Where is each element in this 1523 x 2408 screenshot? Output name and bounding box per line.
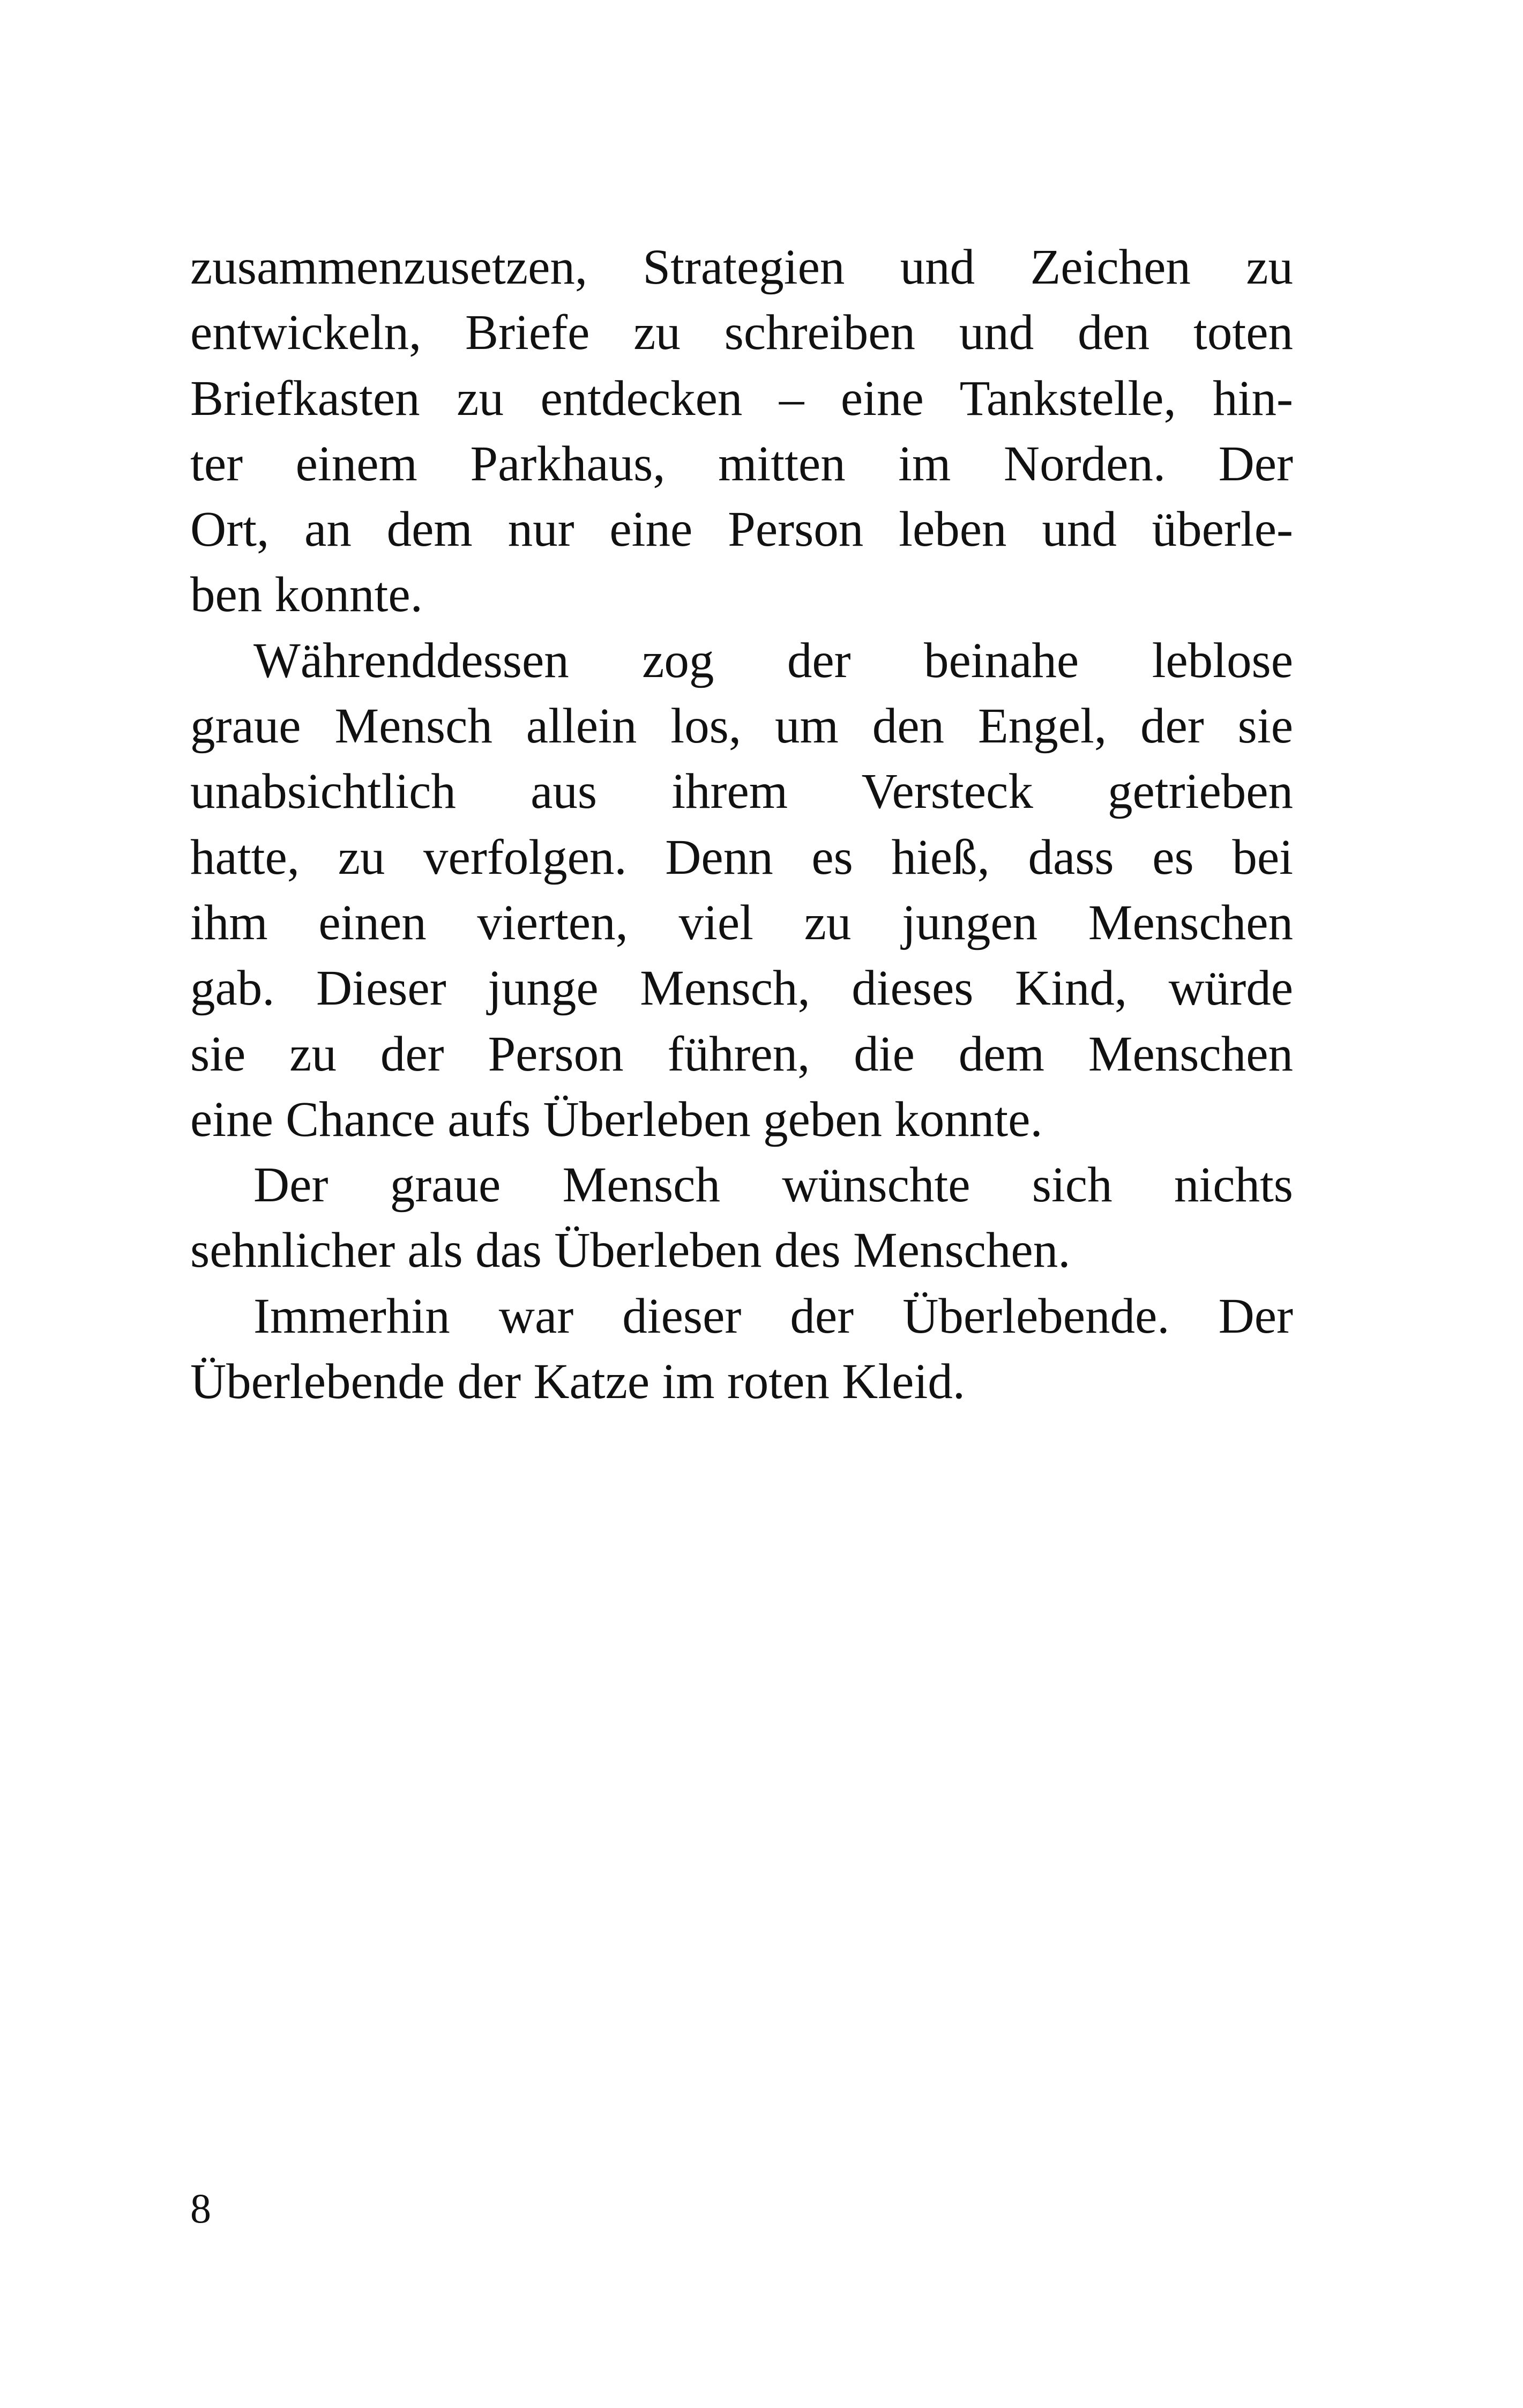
text-line: unabsichtlich aus ihrem Versteck getrieben <box>190 764 1293 820</box>
page-body <box>190 235 1293 1415</box>
text-line: ben konnte. <box>190 567 423 623</box>
text-line: hatte, zu verfolgen. Denn es hieß, dass es bei <box>190 829 1293 885</box>
text-line: eine Chance aufs Überleben geben konnte. <box>190 1091 1043 1147</box>
text-line: entwickeln, Briefe zu schreiben und den toten <box>190 305 1293 361</box>
text-line: ihm einen vierten, viel zu jungen Menschen <box>190 895 1293 950</box>
text-line: Ort, an dem nur eine Person leben und überle- <box>190 502 1293 558</box>
text-line: sehnlicher als das Überleben des Menschen. <box>190 1223 1071 1279</box>
text-line: graue Mensch allein los, um den Engel, der sie <box>190 698 1293 754</box>
paragraph-3 <box>190 1153 1293 1284</box>
paragraph-1 <box>190 235 1293 628</box>
text-line: ter einem Parkhaus, mitten im Norden. Der <box>190 436 1293 492</box>
text-line: sie zu der Person führen, die dem Menschen <box>190 1026 1293 1082</box>
text-line: Überlebende der Katze im roten Kleid. <box>190 1354 966 1410</box>
text-line: Der graue Mensch wünschte sich nichts <box>253 1157 1293 1213</box>
text-line: Immerhin war dieser der Überlebende. Der <box>253 1288 1293 1344</box>
page-number: 8 <box>190 2185 211 2232</box>
text-line: gab. Dieser junge Mensch, dieses Kind, würde <box>190 961 1293 1016</box>
text-line: Währenddessen zog der beinahe leblose <box>253 633 1293 688</box>
paragraph-2 <box>190 628 1293 1153</box>
text-line: zusammenzusetzen, Strategien und Zeichen zu <box>190 240 1293 295</box>
text-line: Briefkasten zu entdecken – eine Tankstelle, hin- <box>190 370 1293 426</box>
paragraph-4 <box>190 1284 1293 1415</box>
